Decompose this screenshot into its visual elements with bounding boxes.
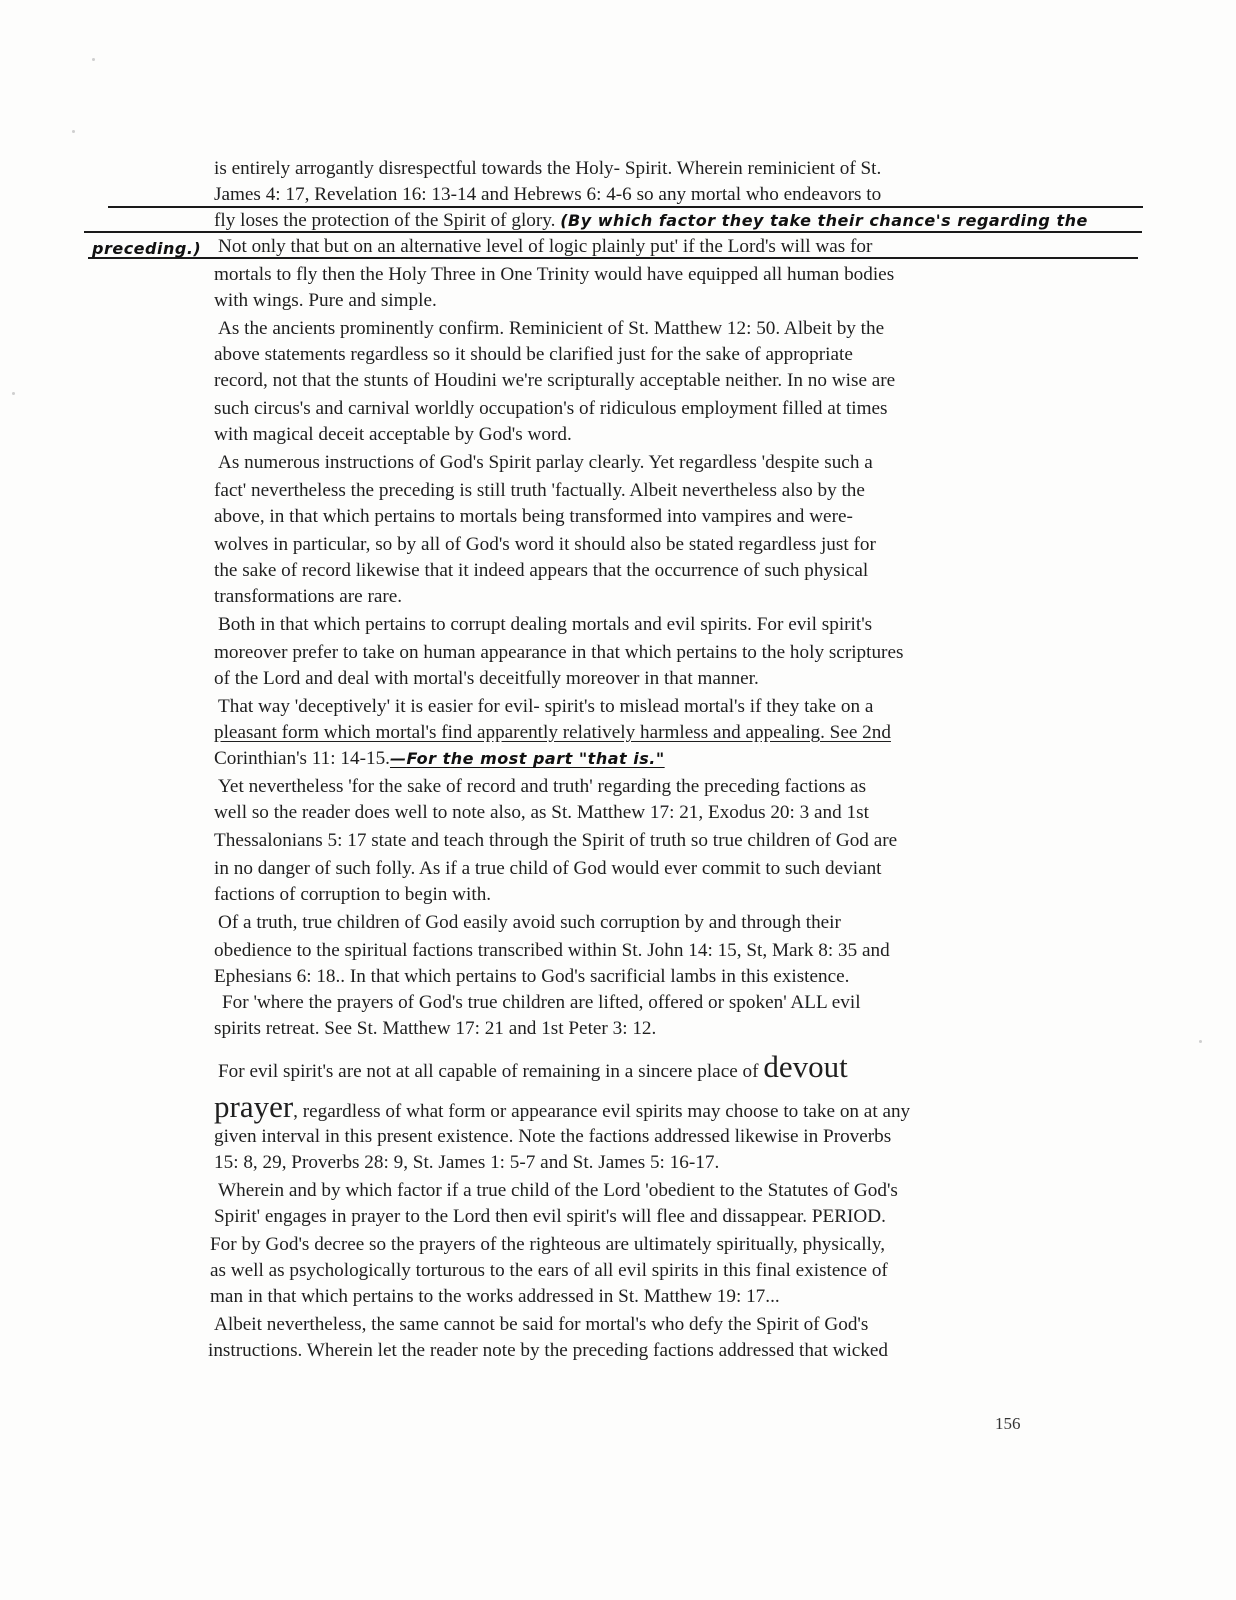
text-line: moreover prefer to take on human appearance in that which pertains to the holy scriptures bbox=[214, 642, 904, 663]
text-line-underlined: pleasant form which mortal's find apparently relatively harmless and appealing. See 2nd bbox=[214, 722, 891, 743]
text-line: transformations are rare. bbox=[214, 586, 403, 607]
text-line: Not only that but on an alternative level of logic plainly put' if the Lord's will was for bbox=[218, 236, 873, 257]
text-line: is entirely arrogantly disrespectful towards the Holy- Spirit. Wherein reminicient of St. bbox=[214, 158, 882, 179]
scan-speck bbox=[72, 130, 75, 133]
text-line-content: Corinthian's 11: 14-15. bbox=[214, 748, 390, 769]
text-line: Albeit nevertheless, the same cannot be said for mortal's who defy the Spirit of God's bbox=[214, 1314, 869, 1335]
handwritten-note: —For the most part "that is." bbox=[389, 749, 665, 768]
text-line: Wherein and by which factor if a true child of the Lord 'obedient to the Statutes of God's bbox=[218, 1180, 898, 1201]
text-line: wolves in particular, so by all of God's word it should also be stated regardless just for bbox=[214, 534, 876, 555]
text-line: well so the reader does well to note also, as St. Matthew 17: 21, Exodus 20: 3 and 1st bbox=[214, 802, 869, 823]
page-number: 156 bbox=[995, 1414, 1021, 1433]
text-line: as well as psychologically torturous to the ears of all evil spirits in this final existence of bbox=[210, 1260, 888, 1281]
text-line: obedience to the spiritual factions transcribed within St. John 14: 15, St, Mark 8: 35 and bbox=[214, 940, 890, 961]
text-line-content: For evil spirit's are not at all capable of remaining in a sincere place of bbox=[218, 1061, 759, 1082]
text-line bbox=[214, 1089, 911, 1125]
large-word: devout bbox=[763, 1049, 848, 1084]
text-line: man in that which pertains to the works addressed in St. Matthew 19: 17... bbox=[210, 1286, 780, 1307]
text-line: fact' nevertheless the preceding is still truth 'factually. Albeit nevertheless also by the bbox=[214, 480, 865, 501]
text-line bbox=[218, 1049, 848, 1085]
text-line: James 4: 17, Revelation 16: 13-14 and Hebrews 6: 4-6 so any mortal who endeavors to bbox=[214, 184, 882, 205]
text-line: As the ancients prominently confirm. Reminicient of St. Matthew 12: 50. Albeit by the bbox=[218, 318, 885, 339]
text-line: For 'where the prayers of God's true children are lifted, offered or spoken' ALL evil bbox=[222, 992, 861, 1013]
text-line: Spirit' engages in prayer to the Lord then evil spirit's will flee and dissappear. PERIOD. bbox=[214, 1206, 886, 1227]
text-line bbox=[214, 746, 665, 772]
text-line bbox=[214, 208, 1088, 234]
text-line: Thessalonians 5: 17 state and teach through the Spirit of truth so true children of God are bbox=[214, 830, 898, 851]
text-line: factions of corruption to begin with. bbox=[214, 884, 492, 905]
text-line-content: fly loses the protection of the Spirit of glory. bbox=[214, 210, 556, 231]
text-line: in no danger of such folly. As if a true child of God would ever commit to such deviant bbox=[214, 858, 882, 879]
text-line: record, not that the stunts of Houdini we're scripturally acceptable neither. In no wise are bbox=[214, 370, 896, 391]
text-line: 15: 8, 29, Proverbs 28: 9, St. James 1: 5-7 and St. James 5: 16-17. bbox=[214, 1152, 720, 1173]
large-word: prayer bbox=[214, 1089, 294, 1124]
text-line: above statements regardless so it should be clarified just for the sake of appropriate bbox=[214, 344, 853, 365]
scan-speck bbox=[1199, 1040, 1202, 1043]
scan-speck bbox=[92, 58, 95, 61]
text-line: Ephesians 6: 18.. In that which pertains to God's sacrificial lambs in this existence. bbox=[214, 966, 850, 987]
text-line: That way 'deceptively' it is easier for evil- spirit's to mislead mortal's if they take on a bbox=[218, 696, 874, 717]
scan-speck bbox=[12, 392, 15, 395]
text-line: with magical deceit acceptable by God's word. bbox=[214, 424, 572, 445]
text-line: given interval in this present existence. Note the factions addressed likewise in Proverbs bbox=[214, 1126, 892, 1147]
text-line: of the Lord and deal with mortal's deceitfully moreover in that manner. bbox=[214, 668, 759, 689]
text-line: For by God's decree so the prayers of the righteous are ultimately spiritually, physically, bbox=[210, 1234, 886, 1255]
text-line: Both in that which pertains to corrupt dealing mortals and evil spirits. For evil spirit's bbox=[218, 614, 873, 635]
text-line-content: , regardless of what form or appearance evil spirits may choose to take on at any bbox=[293, 1101, 911, 1122]
text-line: instructions. Wherein let the reader note by the preceding factions addressed that wicked bbox=[208, 1340, 889, 1361]
text-line: with wings. Pure and simple. bbox=[214, 290, 437, 311]
text-line: Of a truth, true children of God easily avoid such corruption by and through their bbox=[218, 912, 841, 933]
text-line: above, in that which pertains to mortals being transformed into vampires and were- bbox=[214, 506, 853, 527]
text-line: such circus's and carnival worldly occupation's of ridiculous employment filled at times bbox=[214, 398, 888, 419]
text-line: the sake of record likewise that it indeed appears that the occurrence of such physical bbox=[214, 560, 869, 581]
text-line: As numerous instructions of God's Spirit parlay clearly. Yet regardless 'despite such a bbox=[218, 452, 873, 473]
handwritten-note: preceding.) bbox=[92, 239, 202, 258]
text-line: Yet nevertheless 'for the sake of record and truth' regarding the preceding factions as bbox=[218, 776, 867, 797]
handwritten-note: (By which factor they take their chance's regarding the bbox=[560, 211, 1088, 230]
text-line: spirits retreat. See St. Matthew 17: 21 and 1st Peter 3: 12. bbox=[214, 1018, 657, 1039]
text-line: mortals to fly then the Holy Three in One Trinity would have equipped all human bodies bbox=[214, 264, 895, 285]
